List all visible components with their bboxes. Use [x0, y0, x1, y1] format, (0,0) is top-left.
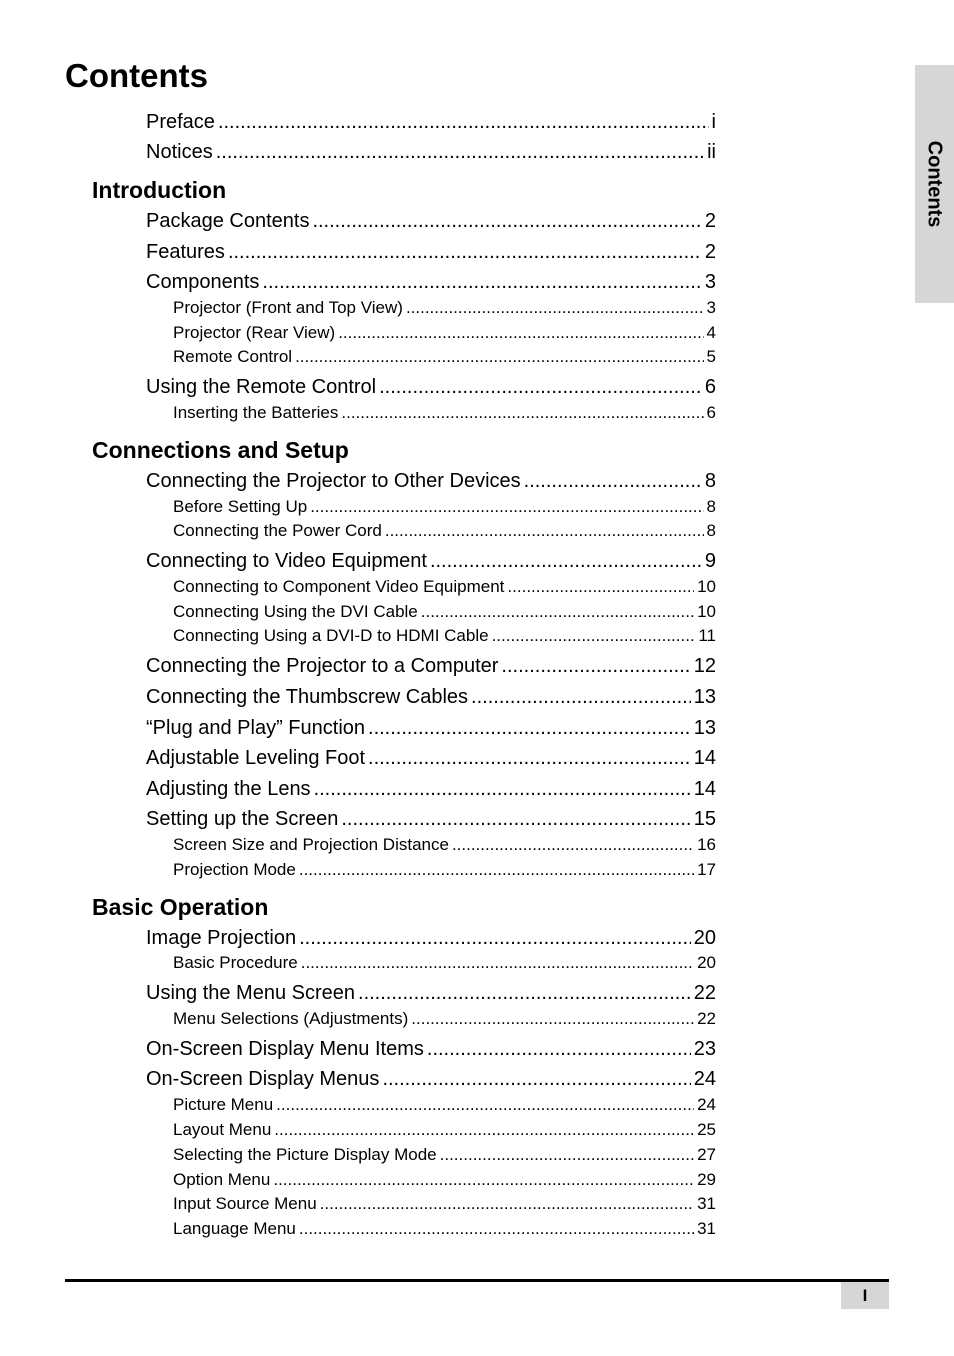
section-heading-introduction: Introduction [92, 177, 227, 203]
toc-subentry[interactable] [173, 497, 716, 517]
toc-entry-page: 13 [693, 686, 716, 708]
toc-subentry[interactable] [173, 1194, 716, 1214]
toc-entry-label: Before Setting Up [173, 497, 308, 516]
toc-subentry[interactable] [173, 1145, 716, 1165]
toc-entry-label: Projector (Front and Top View) [173, 298, 403, 317]
toc-entry[interactable] [146, 777, 716, 801]
footer-rule [65, 1279, 889, 1282]
toc-entry[interactable] [146, 209, 716, 233]
toc-entry[interactable] [146, 807, 716, 831]
toc-entry-label: Language Menu [173, 1219, 296, 1238]
toc-entry-notices[interactable] [146, 140, 716, 164]
dot-leader [301, 953, 694, 973]
dot-leader [427, 1037, 691, 1061]
toc-entry-page: 20 [697, 953, 716, 972]
toc-entry-page: 2 [704, 241, 716, 263]
toc-entry-label: Connecting the Power Cord [173, 521, 382, 540]
section-heading-basic-operation: Basic Operation [92, 894, 269, 920]
dot-leader [314, 777, 691, 801]
toc-entry-label: Selecting the Picture Display Mode [173, 1145, 437, 1164]
toc-entry-page: 8 [706, 521, 716, 540]
dot-leader [299, 926, 691, 950]
dot-leader [276, 1095, 694, 1115]
toc-entry[interactable] [146, 1067, 716, 1091]
toc-entry-page: 24 [697, 1095, 716, 1114]
toc-entry[interactable] [146, 685, 716, 709]
toc-entry[interactable] [146, 549, 716, 573]
toc-subentry[interactable] [173, 860, 716, 880]
dot-leader [471, 685, 691, 709]
toc-subentry[interactable] [173, 1120, 716, 1140]
toc-entry[interactable] [146, 1037, 716, 1061]
toc-entry-label: Package Contents [146, 210, 310, 232]
toc-entry-label: Connecting the Projector to a Computer [146, 655, 499, 677]
toc-subentry[interactable] [173, 577, 716, 597]
toc-entry[interactable] [146, 981, 716, 1005]
toc-entry-page: 14 [693, 778, 716, 800]
dot-leader [273, 1170, 694, 1190]
dot-leader [341, 807, 690, 831]
dot-leader [228, 240, 702, 264]
dot-leader [299, 860, 694, 880]
side-tab-label: Contents [923, 140, 946, 228]
dot-leader [358, 981, 691, 1005]
toc-entry-page: 2 [704, 210, 716, 232]
toc-entry-page: 4 [706, 323, 716, 342]
toc-entry[interactable] [146, 375, 716, 399]
dot-leader [411, 1009, 694, 1029]
dot-leader [216, 140, 704, 164]
toc-subentry[interactable] [173, 1170, 716, 1190]
toc-entry-page: 6 [706, 403, 716, 422]
toc-entry-page: 22 [693, 982, 716, 1004]
toc-entry-label: Screen Size and Projection Distance [173, 835, 449, 854]
toc-entry-page: 20 [693, 927, 716, 949]
toc-subentry[interactable] [173, 626, 716, 646]
toc-entry-label: Connecting the Thumbscrew Cables [146, 686, 469, 708]
toc-entry-page: 13 [693, 717, 716, 739]
toc-entry-page: 3 [704, 271, 716, 293]
toc-entry-label: Preface [146, 111, 215, 133]
dot-leader [368, 746, 691, 770]
dot-leader [406, 298, 704, 318]
toc-entry-label: Projector (Rear View) [173, 323, 336, 342]
toc-entry-page: 11 [698, 626, 716, 645]
toc-entry-page: 14 [693, 747, 716, 769]
dot-leader [338, 323, 703, 343]
toc-entry-label: Input Source Menu [173, 1194, 317, 1213]
toc-entry-page: 25 [697, 1120, 716, 1139]
toc-entry-label: Notices [146, 141, 213, 163]
toc-entry[interactable] [146, 469, 716, 493]
toc-entry-page: 9 [704, 550, 716, 572]
toc-entry-label: Remote Control [173, 347, 293, 366]
toc-subentry[interactable] [173, 1095, 716, 1115]
toc-entry-label: Features [146, 241, 225, 263]
toc-subentry[interactable] [173, 835, 716, 855]
toc-entry-label: On-Screen Display Menus [146, 1068, 380, 1090]
dot-leader [507, 577, 694, 597]
toc-subentry[interactable] [173, 347, 716, 367]
toc-entry[interactable] [146, 270, 716, 294]
section-heading-connections-and-setup: Connections and Setup [92, 437, 349, 463]
toc-entry-label: Setting up the Screen [146, 808, 339, 830]
toc-entry-label: Connecting to Component Video Equipment [173, 577, 505, 596]
dot-leader [218, 110, 709, 134]
toc-entry-label: Picture Menu [173, 1095, 274, 1114]
toc-entry-page: 31 [697, 1194, 716, 1213]
dot-leader [382, 1067, 690, 1091]
toc-subentry[interactable] [173, 953, 716, 973]
toc-entry-page: 12 [693, 655, 716, 677]
toc-entry-page: 24 [693, 1068, 716, 1090]
dot-leader [295, 347, 703, 367]
toc-entry-page: 5 [706, 347, 716, 366]
dot-leader [310, 497, 703, 517]
toc-entry-page: 31 [697, 1219, 716, 1238]
toc-subentry[interactable] [173, 323, 716, 343]
toc-entry-page: 10 [697, 602, 716, 621]
dot-leader [341, 403, 703, 423]
toc-entry-page: 23 [693, 1038, 716, 1060]
page-title: Contents [65, 57, 208, 94]
toc-entry-label: Projection Mode [173, 860, 296, 879]
toc-entry[interactable] [146, 926, 716, 950]
toc-entry-page: i [711, 111, 716, 133]
toc-entry-label: Inserting the Batteries [173, 403, 339, 422]
toc-entry-page: 15 [693, 808, 716, 830]
toc-entry-page: 8 [704, 470, 716, 492]
dot-leader [320, 1194, 694, 1214]
dot-leader [440, 1145, 694, 1165]
toc-entry-label: Layout Menu [173, 1120, 272, 1139]
toc-entry-label: Adjustable Leveling Foot [146, 747, 366, 769]
toc-entry-label: On-Screen Display Menu Items [146, 1038, 424, 1060]
toc-entry[interactable] [146, 654, 716, 678]
dot-leader [492, 626, 696, 646]
toc-subentry[interactable] [173, 602, 716, 622]
toc-entry-label: Basic Procedure [173, 953, 298, 972]
toc-entry-page: 27 [697, 1145, 716, 1164]
toc-entry-label: Connecting to Video Equipment [146, 550, 427, 572]
side-tab [915, 65, 954, 303]
toc-entry-label: Connecting the Projector to Other Devices [146, 470, 521, 492]
toc-entry-page: 29 [697, 1170, 716, 1189]
toc-entry-page: 22 [697, 1009, 716, 1028]
dot-leader [501, 654, 690, 678]
toc-entry-label: Image Projection [146, 927, 297, 949]
toc-entry-page: ii [707, 141, 716, 163]
toc-entry[interactable] [146, 746, 716, 770]
toc-entry-label: Using the Remote Control [146, 376, 377, 398]
toc-entry-page: 10 [697, 577, 716, 596]
dot-leader [368, 716, 691, 740]
dot-leader [524, 469, 702, 493]
toc-entry-label: Connecting Using the DVI Cable [173, 602, 418, 621]
toc-subentry[interactable] [173, 403, 716, 423]
dot-leader [421, 602, 694, 622]
toc-entry-page: 6 [704, 376, 716, 398]
toc-entry-label: Connecting Using a DVI-D to HDMI Cable [173, 626, 489, 645]
dot-leader [299, 1219, 694, 1239]
dot-leader [274, 1120, 694, 1140]
toc-entry-preface[interactable] [146, 110, 716, 134]
dot-leader [430, 549, 702, 573]
toc-entry-label: Option Menu [173, 1170, 271, 1189]
toc-entry-label: Menu Selections (Adjustments) [173, 1009, 409, 1028]
toc-entry[interactable] [146, 716, 716, 740]
toc-subentry[interactable] [173, 521, 716, 541]
toc-subentry[interactable] [173, 298, 716, 318]
toc-subentry[interactable] [173, 1009, 716, 1029]
toc-entry-label: Adjusting the Lens [146, 778, 311, 800]
page-number-badge: I [841, 1282, 889, 1309]
toc-entry-label: Components [146, 271, 260, 293]
toc-subentry[interactable] [173, 1219, 716, 1239]
toc-entry-page: 3 [706, 298, 716, 317]
toc-entry-label: “Plug and Play” Function [146, 717, 366, 739]
toc-entry-page: 16 [697, 835, 716, 854]
dot-leader [452, 835, 694, 855]
dot-leader [312, 209, 701, 233]
toc-entry[interactable] [146, 240, 716, 264]
dot-leader [385, 521, 704, 541]
toc-entry-label: Using the Menu Screen [146, 982, 356, 1004]
dot-leader [379, 375, 702, 399]
dot-leader [262, 270, 701, 294]
toc-entry-page: 8 [706, 497, 716, 516]
toc-entry-page: 17 [697, 860, 716, 879]
